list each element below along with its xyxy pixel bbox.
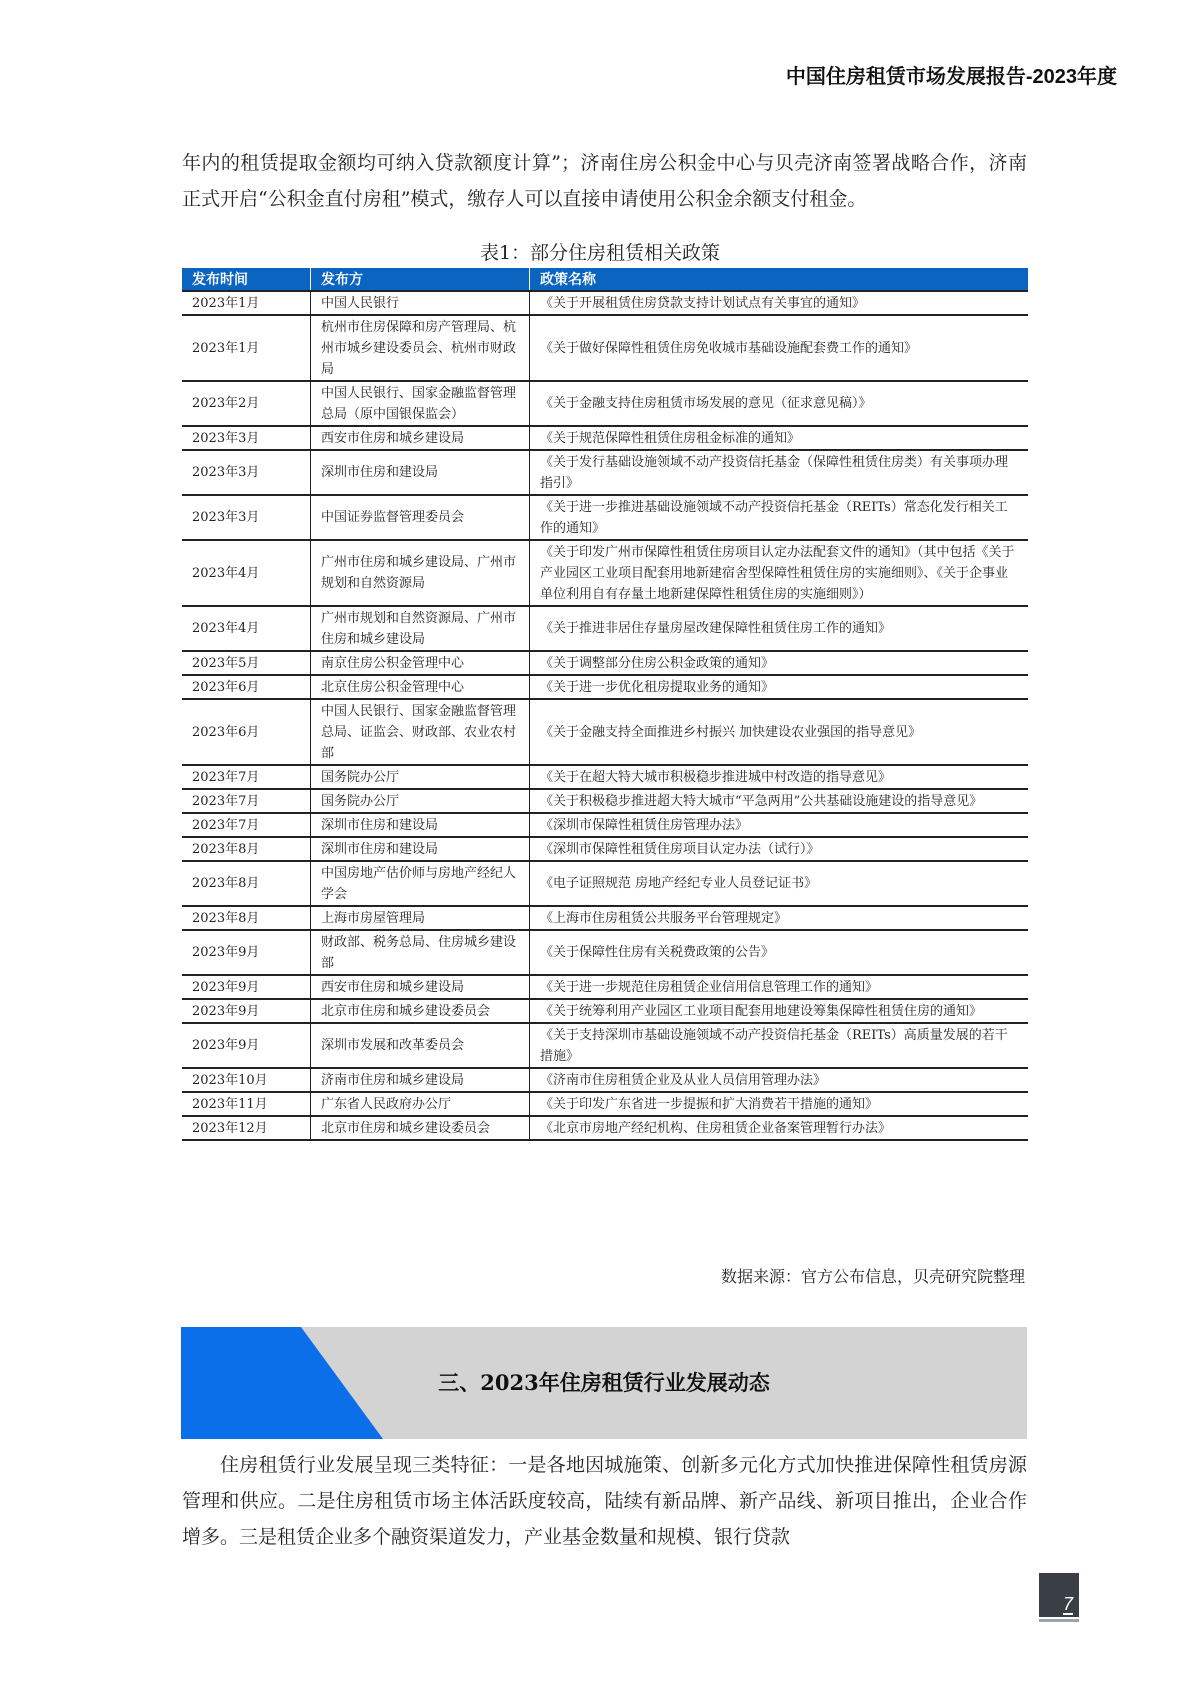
date-cell: 2023年9月 [182, 975, 311, 999]
policy-cell: 《济南市住房租赁企业及从业人员信用管理办法》 [530, 1068, 1029, 1092]
column-header-date: 发布时间 [182, 268, 311, 291]
table-row [182, 381, 1028, 426]
policy-cell: 《北京市房地产经纪机构、住房租赁企业备案管理暂行办法》 [530, 1116, 1029, 1140]
table-row [182, 906, 1028, 930]
policy-cell: 《关于进一步推进基础设施领域不动产投资信托基金（REITs）常态化发行相关工作的通知》 [530, 495, 1029, 540]
date-cell: 2023年3月 [182, 426, 311, 450]
policy-cell: 《关于规范保障性租赁住房租金标准的通知》 [530, 426, 1029, 450]
date-cell: 2023年1月 [182, 291, 311, 315]
table-row [182, 813, 1028, 837]
date-cell: 2023年7月 [182, 765, 311, 789]
policy-cell: 《关于保障性住房有关税费政策的公告》 [530, 930, 1029, 975]
table-row [182, 315, 1028, 381]
policy-cell: 《关于推进非居住存量房屋改建保障性租赁住房工作的通知》 [530, 606, 1029, 651]
table-row [182, 699, 1028, 765]
policy-cell: 《深圳市保障性租赁住房项目认定办法（试行）》 [530, 837, 1029, 861]
date-cell: 2023年7月 [182, 813, 311, 837]
table-row [182, 1092, 1028, 1116]
table-row [182, 789, 1028, 813]
column-header-issuer: 发布方 [311, 268, 530, 291]
issuer-cell: 财政部、税务总局、住房城乡建设部 [311, 930, 530, 975]
policy-cell: 《深圳市保障性租赁住房管理办法》 [530, 813, 1029, 837]
date-cell: 2023年8月 [182, 837, 311, 861]
issuer-cell: 济南市住房和城乡建设局 [311, 1068, 530, 1092]
policy-cell: 《关于做好保障性租赁住房免收城市基础设施配套费工作的通知》 [530, 315, 1029, 381]
date-cell: 2023年11月 [182, 1092, 311, 1116]
issuer-cell: 北京市住房和城乡建设委员会 [311, 999, 530, 1023]
table-row [182, 675, 1028, 699]
table-header-row [182, 268, 1028, 291]
date-cell: 2023年9月 [182, 930, 311, 975]
policy-cell: 《关于统筹利用产业园区工业项目配套用地建设筹集保障性租赁住房的通知》 [530, 999, 1029, 1023]
policy-cell: 《关于进一步优化租房提取业务的通知》 [530, 675, 1029, 699]
issuer-cell: 中国证券监督管理委员会 [311, 495, 530, 540]
issuer-cell: 西安市住房和城乡建设局 [311, 426, 530, 450]
issuer-cell: 深圳市住房和建设局 [311, 837, 530, 861]
issuer-cell: 中国房地产估价师与房地产经纪人学会 [311, 861, 530, 906]
table-row [182, 999, 1028, 1023]
date-cell: 2023年2月 [182, 381, 311, 426]
table-row [182, 861, 1028, 906]
column-header-policy: 政策名称 [530, 268, 1029, 291]
table-row [182, 495, 1028, 540]
policy-table [182, 268, 1028, 1141]
date-cell: 2023年4月 [182, 606, 311, 651]
policy-cell: 《上海市住房租赁公共服务平台管理规定》 [530, 906, 1029, 930]
table-row [182, 765, 1028, 789]
issuer-cell: 北京市住房和城乡建设委员会 [311, 1116, 530, 1140]
policy-cell: 《关于在超大特大城市积极稳步推进城中村改造的指导意见》 [530, 765, 1029, 789]
policy-cell: 《关于印发广州市保障性租赁住房项目认定办法配套文件的通知》（其中包括《关于产业园区工业项目配套用地新建宿舍型保障性租赁住房的实施细则》、《关于企事业单位利用自有存量土地新建保障性租赁住房的实施细则》） [530, 540, 1029, 606]
issuer-cell: 广东省人民政府办公厅 [311, 1092, 530, 1116]
table-row [182, 540, 1028, 606]
table-row [182, 1068, 1028, 1092]
issuer-cell: 深圳市发展和改革委员会 [311, 1023, 530, 1068]
date-cell: 2023年12月 [182, 1116, 311, 1140]
issuer-cell: 广州市住房和城乡建设局、广州市规划和自然资源局 [311, 540, 530, 606]
date-cell: 2023年5月 [182, 651, 311, 675]
policy-cell: 《电子证照规范 房地产经纪专业人员登记证书》 [530, 861, 1029, 906]
section-banner [181, 1327, 1027, 1439]
table-row [182, 837, 1028, 861]
issuer-cell: 广州市规划和自然资源局、广州市住房和城乡建设局 [311, 606, 530, 651]
issuer-cell: 国务院办公厅 [311, 789, 530, 813]
date-cell: 2023年8月 [182, 906, 311, 930]
policy-cell: 《关于金融支持全面推进乡村振兴 加快建设农业强国的指导意见》 [530, 699, 1029, 765]
policy-cell: 《关于金融支持住房租赁市场发展的意见（征求意见稿）》 [530, 381, 1029, 426]
table-row [182, 975, 1028, 999]
policy-cell: 《关于支持深圳市基础设施领域不动产投资信托基金（REITs）高质量发展的若干措施》 [530, 1023, 1029, 1068]
issuer-cell: 南京住房公积金管理中心 [311, 651, 530, 675]
table-caption: 表1：部分住房租赁相关政策 [479, 242, 721, 264]
date-cell: 2023年9月 [182, 999, 311, 1023]
table-row [182, 450, 1028, 495]
page-number-box [1039, 1573, 1079, 1617]
date-cell: 2023年6月 [182, 699, 311, 765]
policy-cell: 《关于开展租赁住房贷款支持计划试点有关事宜的通知》 [530, 291, 1029, 315]
report-header-title: 中国住房租赁市场发展报告-2023年度 [785, 66, 1117, 88]
date-cell: 2023年1月 [182, 315, 311, 381]
data-source-note: 数据来源：官方公布信息，贝壳研究院整理 [720, 1267, 1025, 1286]
policy-cell: 《关于发行基础设施领域不动产投资信托基金（保障性租赁住房类）有关事项办理指引》 [530, 450, 1029, 495]
date-cell: 2023年10月 [182, 1068, 311, 1092]
table-row [182, 930, 1028, 975]
policy-cell: 《关于调整部分住房公积金政策的通知》 [530, 651, 1029, 675]
policy-cell: 《关于进一步规范住房租赁企业信用信息管理工作的通知》 [530, 975, 1029, 999]
date-cell: 2023年4月 [182, 540, 311, 606]
issuer-cell: 杭州市住房保障和房产管理局、杭州市城乡建设委员会、杭州市财政局 [311, 315, 530, 381]
table-row [182, 1116, 1028, 1140]
issuer-cell: 北京住房公积金管理中心 [311, 675, 530, 699]
issuer-cell: 国务院办公厅 [311, 765, 530, 789]
page-number: 7 [1062, 1594, 1073, 1614]
section-paragraph: 住房租赁行业发展呈现三类特征：一是各地因城施策、创新多元化方式加快推进保障性租赁房源管理和供应。二是住房租赁市场主体活跃度较高，陆续有新品牌、新产品线、新项目推出，企业合作增多。三是租赁企业多个融资渠道发力，产业基金数量和规模、银行贷款 [182, 1454, 1027, 1548]
issuer-cell: 上海市房屋管理局 [311, 906, 530, 930]
issuer-cell: 深圳市住房和建设局 [311, 450, 530, 495]
policy-cell: 《关于印发广东省进一步提振和扩大消费若干措施的通知》 [530, 1092, 1029, 1116]
date-cell: 2023年3月 [182, 450, 311, 495]
date-cell: 2023年9月 [182, 1023, 311, 1068]
date-cell: 2023年8月 [182, 861, 311, 906]
section-title: 三、2023年住房租赁行业发展动态 [438, 1370, 770, 1395]
date-cell: 2023年6月 [182, 675, 311, 699]
date-cell: 2023年3月 [182, 495, 311, 540]
issuer-cell: 西安市住房和城乡建设局 [311, 975, 530, 999]
table-row [182, 291, 1028, 315]
issuer-cell: 中国人民银行、国家金融监督管理总局（原中国银保监会） [311, 381, 530, 426]
table-row [182, 606, 1028, 651]
intro-paragraph: 年内的租赁提取金额均可纳入贷款额度计算”；济南住房公积金中心与贝壳济南签署战略合作，济南正式开启“公积金直付房租”模式，缴存人可以直接申请使用公积金余额支付租金。 [182, 152, 1027, 210]
table-row [182, 426, 1028, 450]
table-row [182, 1023, 1028, 1068]
table-row [182, 651, 1028, 675]
policy-cell: 《关于积极稳步推进超大特大城市“平急两用”公共基础设施建设的指导意见》 [530, 789, 1029, 813]
date-cell: 2023年7月 [182, 789, 311, 813]
page-number-underline [1039, 1619, 1079, 1622]
issuer-cell: 深圳市住房和建设局 [311, 813, 530, 837]
issuer-cell: 中国人民银行、国家金融监督管理总局、证监会、财政部、农业农村部 [311, 699, 530, 765]
issuer-cell: 中国人民银行 [311, 291, 530, 315]
